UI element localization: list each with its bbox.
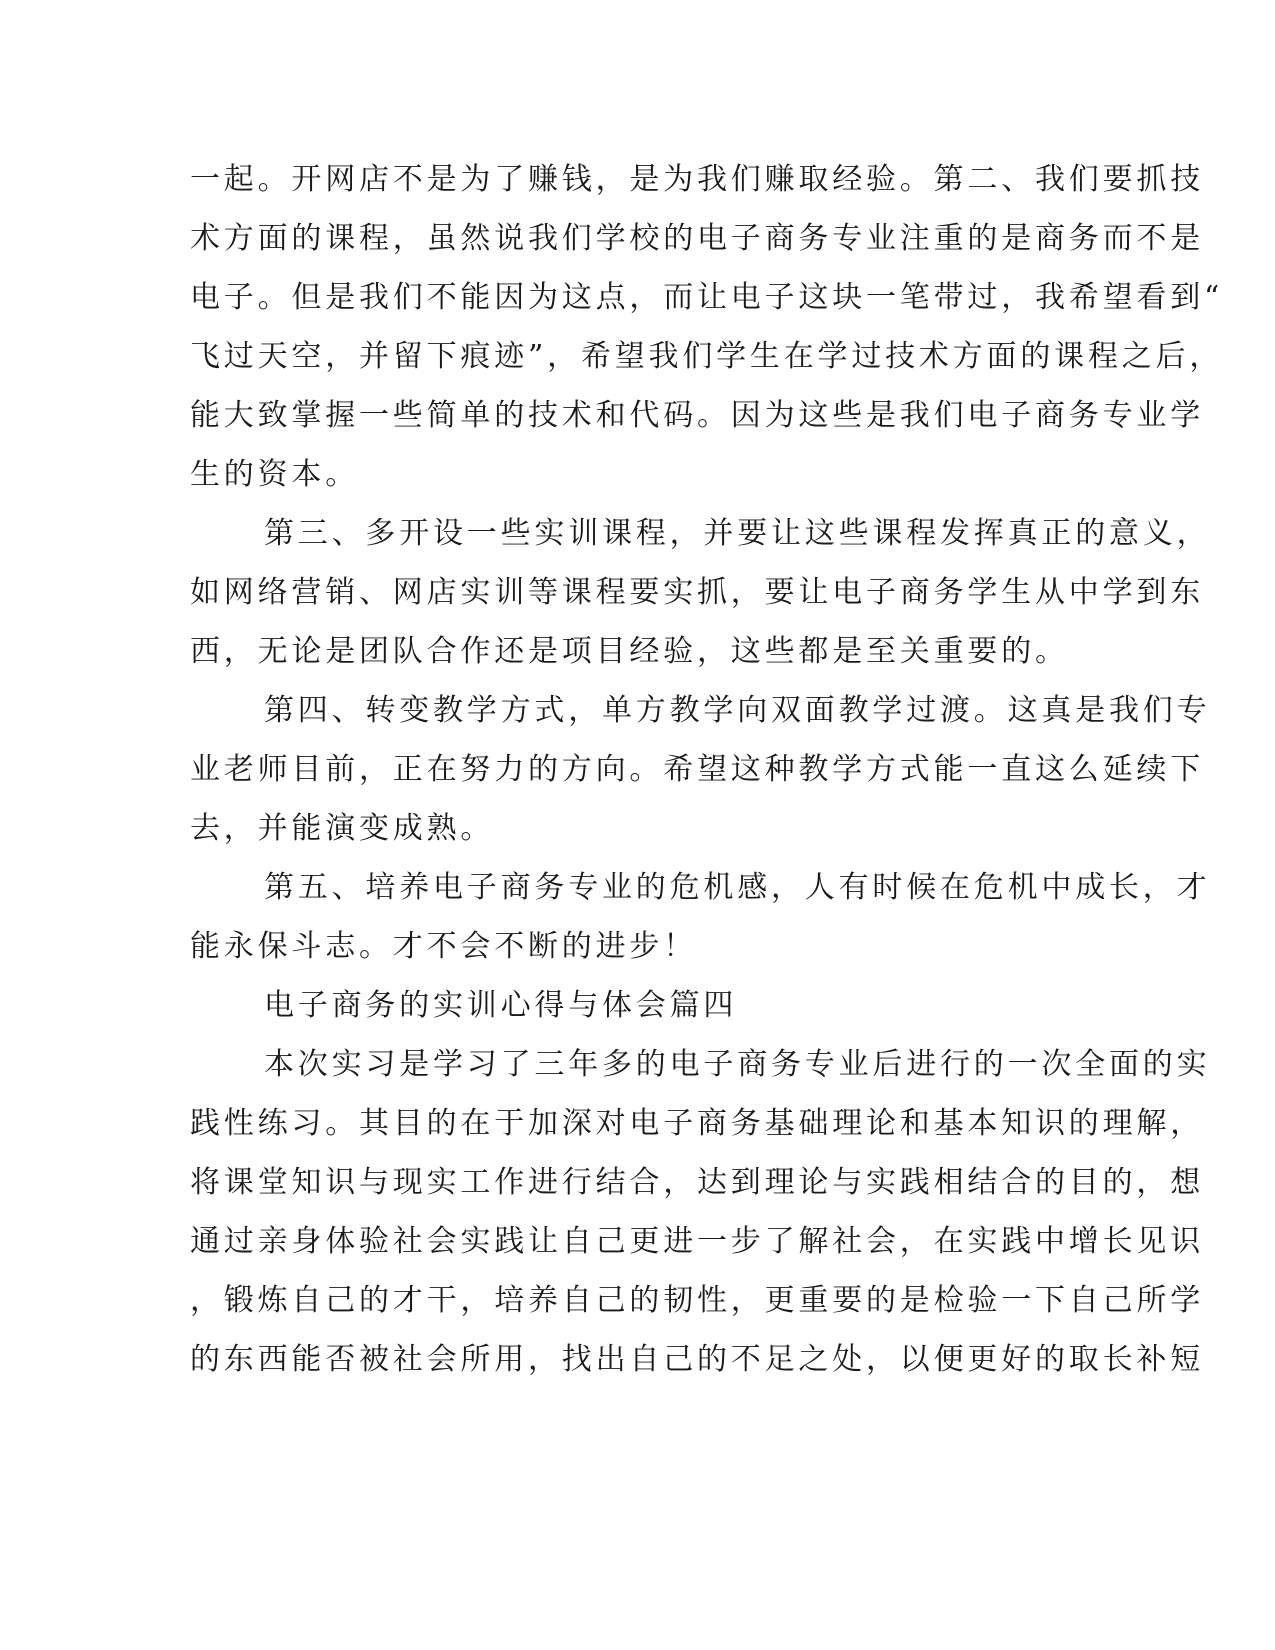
text-line: 的东西能否被社会所用，找出自己的不足之处，以便更好的取长补短 xyxy=(190,1342,1204,1377)
text-line: 去，并能演变成熟。 xyxy=(190,811,495,846)
text-line: 一起。开网店不是为了赚钱，是为我们赚取经验。第二、我们要抓技 xyxy=(190,162,1204,197)
paragraph-start: 第五、培养电子商务专业的危机感，人有时候在危机中成长，才 xyxy=(264,870,1211,905)
text-line: 电子。但是我们不能因为这点，而让电子这块一笔带过，我希望看到“ xyxy=(190,280,1224,315)
paragraph-start: 本次实习是学习了三年多的电子商务专业后进行的一次全面的实 xyxy=(264,1047,1211,1082)
paragraph-start: 第四、转变教学方式，单方教学向双面教学过渡。这真是我们专 xyxy=(264,693,1211,728)
text-line: 如网络营销、网店实训等课程要实抓，要让电子商务学生从中学到东 xyxy=(190,575,1204,610)
text-line: 飞过天空，并留下痕迹”，希望我们学生在学过技术方面的课程之后， xyxy=(190,339,1224,374)
text-line: 术方面的课程，虽然说我们学校的电子商务专业注重的是商务而不是 xyxy=(190,221,1204,256)
text-line: 业老师目前，正在努力的方向。希望这种教学方式能一直这么延续下 xyxy=(190,752,1204,787)
text-line: 西，无论是团队合作还是项目经验，这些都是至关重要的。 xyxy=(190,634,1069,669)
text-line: 将课堂知识与现实工作进行结合，达到理论与实践相结合的目的，想 xyxy=(190,1165,1204,1200)
text-line: 能大致掌握一些简单的技术和代码。因为这些是我们电子商务专业学 xyxy=(190,398,1204,433)
paragraph-start: 第三、多开设一些实训课程，并要让这些课程发挥真正的意义， xyxy=(264,516,1211,551)
section-heading: 电子商务的实训心得与体会篇四 xyxy=(264,988,738,1023)
text-line: 能永保斗志。才不会不断的进步！ xyxy=(190,929,697,964)
text-line: 践性练习。其目的在于加深对电子商务基础理论和基本知识的理解， xyxy=(190,1106,1204,1141)
text-line: 通过亲身体验社会实践让自己更进一步了解社会，在实践中增长见识 xyxy=(190,1224,1204,1259)
text-line: ，锻炼自己的才干，培养自己的韧性，更重要的是检验一下自己所学 xyxy=(190,1283,1204,1318)
text-line: 生的资本。 xyxy=(190,457,359,492)
